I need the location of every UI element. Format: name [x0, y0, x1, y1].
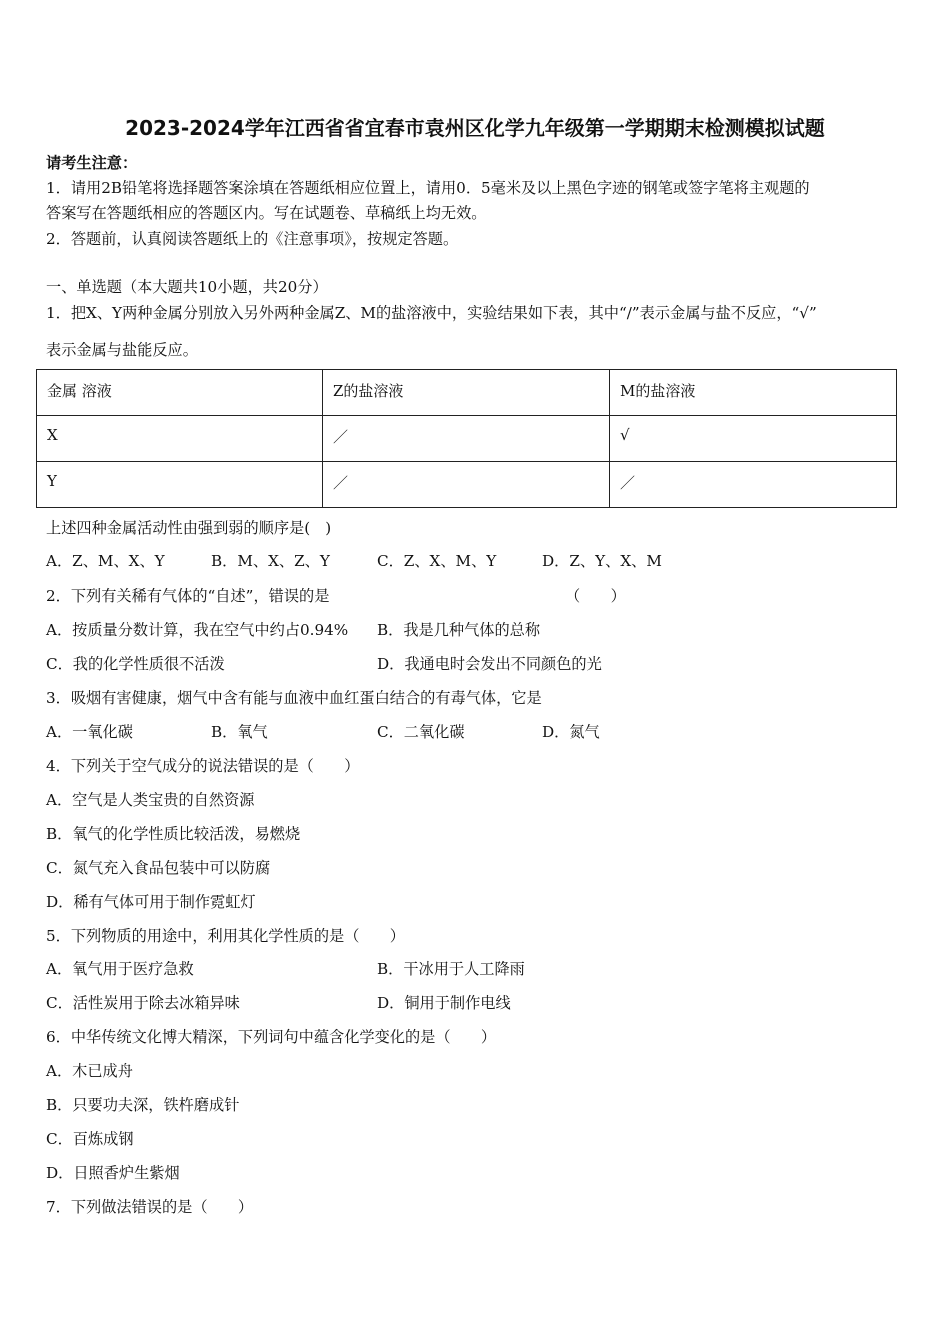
table-header-cell: M的盐溶液: [610, 370, 897, 416]
table-cell: Y: [37, 462, 323, 508]
question-6-option-b: B．只要功夫深，铁杵磨成针: [46, 1096, 240, 1114]
question-5-option-b: B．干冰用于人工降雨: [377, 960, 525, 978]
question-4-option-a: A．空气是人类宝贵的自然资源: [46, 791, 255, 809]
question-3-option-b: B．氧气: [211, 723, 268, 741]
question-1-option-c: C．Z、X、M、Y: [377, 552, 497, 570]
page-title: 2023-2024学年江西省省宜春市袁州区化学九年级第一学期期末检测模拟试题: [125, 116, 825, 140]
question-3-option-c: C．二氧化碳: [377, 723, 465, 741]
table-row: [37, 416, 897, 462]
table-header-row: [37, 370, 897, 416]
notice-item-1-line-2: 答案写在答题纸相应的答题区内。写在试题卷、草稿纸上均无效。: [46, 204, 487, 222]
question-1-prompt: 上述四种金属活动性由强到弱的顺序是( ): [46, 519, 332, 537]
table-cell: ／: [323, 462, 610, 508]
question-3-option-d: D．氮气: [542, 723, 600, 741]
question-5-option-a: A．氧气用于医疗急救: [46, 960, 194, 978]
question-6-option-a: A．木已成舟: [46, 1062, 133, 1080]
question-4-option-b: B．氧气的化学性质比较活泼，易燃烧: [46, 825, 301, 843]
notice-item-1-line-1: 1．请用2B铅笔将选择题答案涂填在答题纸相应位置上，请用0．5毫米及以上黑色字迹的钢笔或签字笔将主观题的: [46, 179, 810, 197]
question-2-option-b: B．我是几种气体的总称: [377, 621, 541, 639]
question-6-option-d: D．日照香炉生紫烟: [46, 1164, 180, 1182]
table-cell: ／: [610, 462, 897, 508]
question-2-stem: 2．下列有关稀有气体的“自述”，错误的是: [46, 587, 330, 605]
question-1-option-b: B．M、X、Z、Y: [211, 552, 330, 570]
question-5-option-c: C．活性炭用于除去冰箱异味: [46, 994, 240, 1012]
question-7-stem: 7．下列做法错误的是（ ）: [46, 1198, 254, 1216]
table-cell: X: [37, 416, 323, 462]
reaction-table: [36, 369, 897, 508]
question-4-option-c: C．氮气充入食品包装中可以防腐: [46, 859, 271, 877]
question-2-answer-paren: （ ）: [565, 587, 626, 605]
table-row: [37, 462, 897, 508]
question-3-option-a: A．一氧化碳: [46, 723, 133, 741]
question-1-stem-line-1: 1．把X、Y两种金属分别放入另外两种金属Z、M的盐溶液中，实验结果如下表，其中“/”表示金属与盐不反应，“√”: [46, 304, 817, 322]
table-header-cell: Z的盐溶液: [323, 370, 610, 416]
question-2-option-a: A．按质量分数计算，我在空气中约占0.94%: [46, 621, 349, 639]
question-5-stem: 5．下列物质的用途中，利用其化学性质的是（ ）: [46, 927, 405, 945]
notice-heading: 请考生注意：: [46, 154, 138, 172]
table-header-cell: 金属 溶液: [37, 370, 323, 416]
table-cell: ／: [323, 416, 610, 462]
table-cell: √: [610, 416, 897, 462]
question-1-option-a: A．Z、M、X、Y: [46, 552, 165, 570]
question-6-stem: 6．中华传统文化博大精深，下列词句中蕴含化学变化的是（ ）: [46, 1028, 497, 1046]
question-3-stem: 3．吸烟有害健康，烟气中含有能与血液中血红蛋白结合的有毒气体，它是: [46, 689, 542, 707]
section-1-heading: 一、单选题（本大题共10小题，共20分）: [46, 278, 328, 296]
question-5-option-d: D．铜用于制作电线: [377, 994, 511, 1012]
question-4-option-d: D．稀有气体可用于制作霓虹灯: [46, 893, 256, 911]
question-4-stem: 4．下列关于空气成分的说法错误的是（ ）: [46, 757, 360, 775]
question-1-option-d: D．Z、Y、X、M: [542, 552, 662, 570]
question-6-option-c: C．百炼成钢: [46, 1130, 134, 1148]
question-2-option-c: C．我的化学性质很不活泼: [46, 655, 225, 673]
notice-item-2: 2．答题前，认真阅读答题纸上的《注意事项》，按规定答题。: [46, 230, 459, 248]
question-2-option-d: D．我通电时会发出不同颜色的光: [377, 655, 602, 673]
question-1-stem-line-2: 表示金属与盐能反应。: [46, 341, 198, 359]
